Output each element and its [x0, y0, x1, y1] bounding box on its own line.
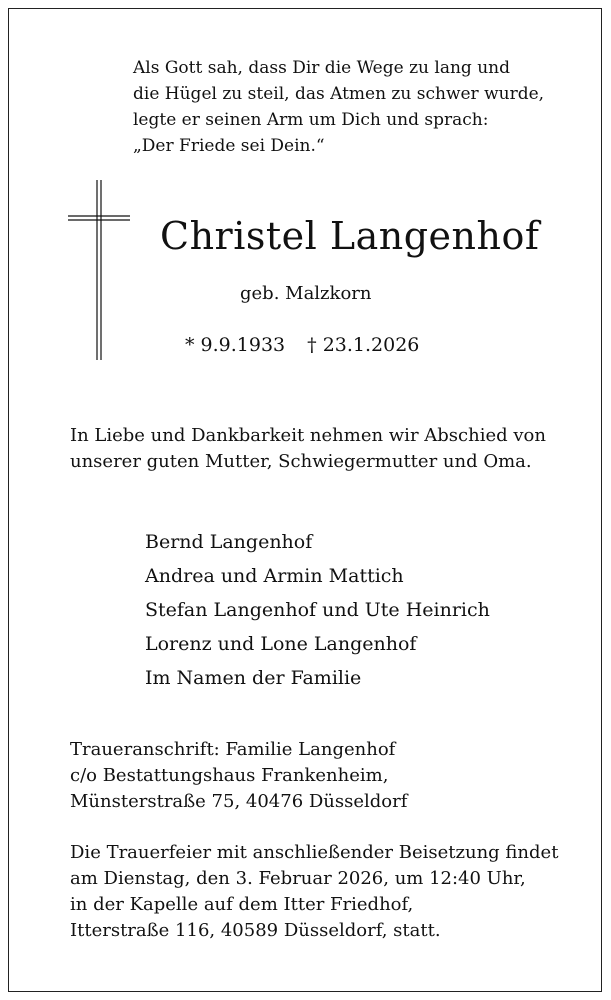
- family-member: Andrea und Armin Mattich: [145, 565, 404, 587]
- ceremony-line: Die Trauerfeier mit anschließender Beisetzung findet: [70, 842, 559, 863]
- intro-line: unserer guten Mutter, Schwiegermutter und Oma.: [70, 451, 532, 472]
- family-member: Bernd Langenhof: [145, 531, 313, 553]
- family-member: Stefan Langenhof und Ute Heinrich: [145, 599, 490, 621]
- ceremony-line: in der Kapelle auf dem Itter Friedhof,: [70, 894, 414, 915]
- poem-line: die Hügel zu steil, das Atmen zu schwer wurde,: [133, 84, 545, 104]
- death-date: † 23.1.2026: [307, 334, 420, 356]
- address-line: Münsterstraße 75, 40476 Düsseldorf: [70, 791, 408, 812]
- poem-line: „Der Friede sei Dein.“: [133, 136, 325, 156]
- address-line: Traueranschrift: Familie Langenhof: [70, 739, 396, 760]
- address-line: c/o Bestattungshaus Frankenheim,: [70, 765, 389, 786]
- ceremony-line: Itterstraße 116, 40589 Düsseldorf, statt.: [70, 920, 441, 941]
- life-dates: [185, 333, 419, 357]
- ceremony-line: am Dienstag, den 3. Februar 2026, um 12:40 Uhr,: [70, 868, 526, 889]
- family-member: Lorenz und Lone Langenhof: [145, 633, 417, 655]
- maiden-name: geb. Malzkorn: [240, 283, 372, 304]
- deceased-name: Christel Langenhof: [160, 214, 540, 258]
- cross-icon: [68, 180, 130, 360]
- birth-date: * 9.9.1933: [185, 334, 286, 356]
- poem-line: legte er seinen Arm um Dich und sprach:: [133, 110, 489, 130]
- poem-line: Als Gott sah, dass Dir die Wege zu lang und: [133, 58, 510, 78]
- family-signoff: Im Namen der Familie: [145, 667, 362, 689]
- intro-line: In Liebe und Dankbarkeit nehmen wir Abschied von: [70, 425, 546, 446]
